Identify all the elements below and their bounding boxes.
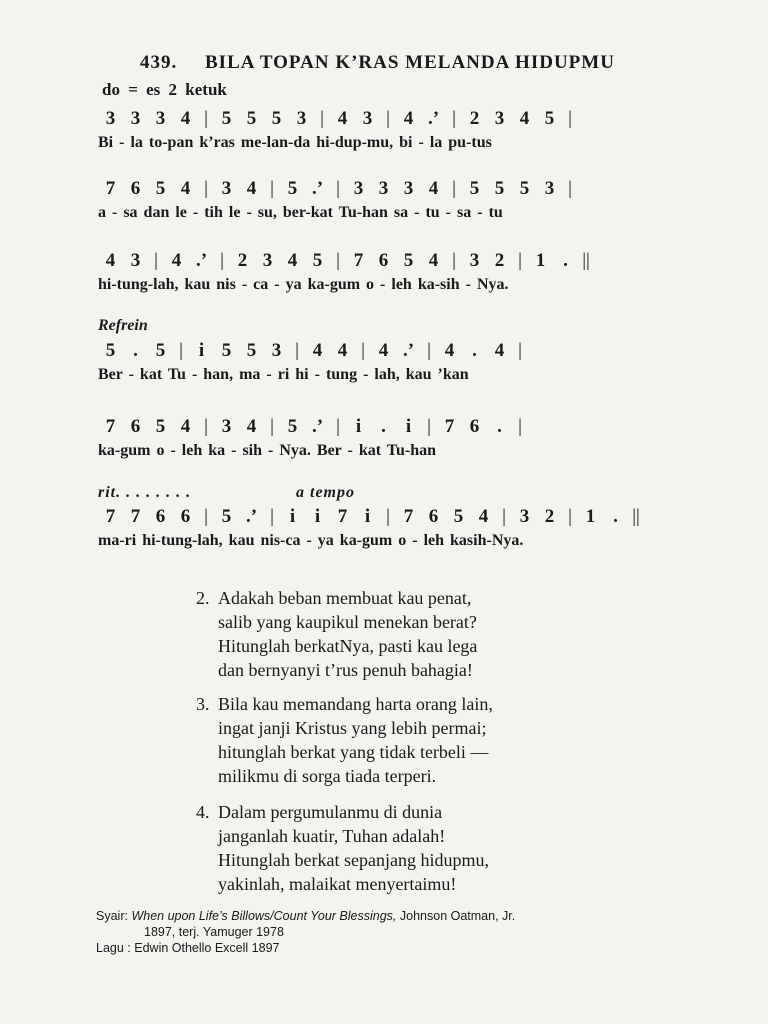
verse-line: salib yang kaupikul menekan berat? xyxy=(218,612,477,632)
note: .’ xyxy=(402,340,415,361)
note: 4 xyxy=(428,178,439,199)
note: 5 xyxy=(221,108,232,129)
key-signature: do = es 2 ketuk xyxy=(102,80,227,99)
note: 4 xyxy=(428,250,439,271)
verse-number: 2. xyxy=(196,588,210,608)
note: 7 xyxy=(353,250,364,271)
note: 3 xyxy=(353,178,364,199)
bar-line: | xyxy=(336,250,340,271)
note: 5 xyxy=(271,108,282,129)
bar-line: | xyxy=(320,108,324,129)
bar-line: | xyxy=(336,416,340,437)
note: 6 xyxy=(130,178,141,199)
note: 5 xyxy=(221,506,232,527)
verse-line: Adakah beban membuat kau penat, xyxy=(218,588,472,608)
note: i xyxy=(314,506,321,527)
note: 2 xyxy=(494,250,505,271)
note: 3 xyxy=(105,108,116,129)
note: 3 xyxy=(362,108,373,129)
lyrics: ka-gum o - leh ka - sih - Nya. Ber - kat Tu-han xyxy=(98,442,436,459)
note: 7 xyxy=(444,416,455,437)
note: 5 xyxy=(246,340,257,361)
bar-line: | xyxy=(270,178,274,199)
syair-label: Syair: xyxy=(96,909,128,923)
bar-line: | xyxy=(154,250,158,271)
note: 4 xyxy=(180,416,191,437)
note: 5 xyxy=(519,178,530,199)
bar-line: | xyxy=(427,340,431,361)
score-line-2 xyxy=(98,168,718,226)
note: . xyxy=(497,416,502,437)
note: 3 xyxy=(296,108,307,129)
bar-line: | xyxy=(452,108,456,129)
hymn-title xyxy=(140,52,615,74)
note: 5 xyxy=(155,178,166,199)
note: 5 xyxy=(312,250,323,271)
verse-4 xyxy=(196,800,636,896)
bar-line: | xyxy=(568,108,572,129)
score-line-3 xyxy=(98,240,718,298)
bar-line: | xyxy=(518,340,522,361)
lyrics: hi-tung-lah, kau nis - ca - ya ka-gum o - leh ka-sih - Nya. xyxy=(98,276,509,293)
note: 4 xyxy=(312,340,323,361)
verse-3 xyxy=(196,692,636,788)
note: 3 xyxy=(544,178,555,199)
note: 3 xyxy=(519,506,530,527)
bar-line: | xyxy=(568,178,572,199)
note: 4 xyxy=(403,108,414,129)
verse-line: hitunglah berkat yang tidak terbeli — xyxy=(218,742,489,762)
note: 2 xyxy=(544,506,555,527)
note: . xyxy=(563,250,568,271)
note: 3 xyxy=(262,250,273,271)
verse-line: milikmu di sorga tiada terperi. xyxy=(218,766,437,786)
note: 3 xyxy=(378,178,389,199)
note: . xyxy=(133,340,138,361)
a-tempo-marking: a tempo xyxy=(296,484,355,501)
note: .’ xyxy=(427,108,440,129)
note: 1 xyxy=(535,250,546,271)
verse-2 xyxy=(196,586,636,682)
note: 4 xyxy=(494,340,505,361)
note: .’ xyxy=(195,250,208,271)
notation xyxy=(98,240,718,272)
bar-line: | xyxy=(518,416,522,437)
credits xyxy=(96,908,716,956)
notation xyxy=(98,496,718,528)
bar-line: || xyxy=(632,506,640,527)
score-line-6 xyxy=(98,496,718,554)
bar-line: | xyxy=(568,506,572,527)
bar-line: | xyxy=(204,108,208,129)
bar-line: | xyxy=(427,416,431,437)
note: 5 xyxy=(494,178,505,199)
note: 4 xyxy=(246,178,257,199)
note: 4 xyxy=(478,506,489,527)
note: 6 xyxy=(378,250,389,271)
note: . xyxy=(613,506,618,527)
bar-line: | xyxy=(179,340,183,361)
note: 3 xyxy=(403,178,414,199)
score-line-5 xyxy=(98,406,718,464)
note: 3 xyxy=(271,340,282,361)
note: 4 xyxy=(337,340,348,361)
verse-line: ingat janji Kristus yang lebih permai; xyxy=(218,718,487,738)
note: 3 xyxy=(221,416,232,437)
hymn-number: 439. xyxy=(140,52,178,73)
note: 3 xyxy=(130,108,141,129)
note: .’ xyxy=(311,178,324,199)
note: 4 xyxy=(180,108,191,129)
note: 5 xyxy=(155,340,166,361)
note: i xyxy=(364,506,371,527)
note: . xyxy=(381,416,386,437)
bar-line: | xyxy=(295,340,299,361)
verse-number: 3. xyxy=(196,694,210,714)
score-line-4 xyxy=(98,330,718,388)
note: 3 xyxy=(494,108,505,129)
lyrics: Bi - la to-pan k’ras me-lan-da hi-dup-mu, bi - la pu-tus xyxy=(98,134,492,151)
note: 6 xyxy=(130,416,141,437)
notation xyxy=(98,330,718,362)
notation xyxy=(98,168,718,200)
note: 5 xyxy=(105,340,116,361)
bar-line: | xyxy=(518,250,522,271)
bar-line: || xyxy=(582,250,590,271)
note: 5 xyxy=(544,108,555,129)
note: 5 xyxy=(155,416,166,437)
lyrics: ma-ri hi-tung-lah, kau nis-ca - ya ka-gum o - leh kasih-Nya. xyxy=(98,532,524,549)
bar-line: | xyxy=(361,340,365,361)
hymn-title-text: BILA TOPAN K’RAS MELANDA HIDUPMU xyxy=(205,52,615,73)
syair-line-2: 1897, terj. Yamuger 1978 xyxy=(144,925,284,939)
note: 7 xyxy=(105,416,116,437)
note: 4 xyxy=(105,250,116,271)
bar-line: | xyxy=(386,108,390,129)
verse-line: Hitunglah berkat sepanjang hidupmu, xyxy=(218,850,489,870)
note: 5 xyxy=(287,178,298,199)
bar-line: | xyxy=(452,178,456,199)
note: 6 xyxy=(155,506,166,527)
note: 7 xyxy=(403,506,414,527)
verse-line: yakinlah, malaikat menyertaimu! xyxy=(218,874,457,894)
lagu-text: Edwin Othello Excell 1897 xyxy=(134,941,280,955)
note: 4 xyxy=(519,108,530,129)
note: 5 xyxy=(453,506,464,527)
note: i xyxy=(289,506,296,527)
syair-title: When upon Life’s Billows/Count Your Blessings, xyxy=(131,909,397,923)
note: 4 xyxy=(171,250,182,271)
note: .’ xyxy=(245,506,258,527)
bar-line: | xyxy=(386,506,390,527)
note: 3 xyxy=(130,250,141,271)
note: 7 xyxy=(337,506,348,527)
syair-author: Johnson Oatman, Jr. xyxy=(399,909,516,923)
bar-line: | xyxy=(270,506,274,527)
bar-line: | xyxy=(220,250,224,271)
note: 2 xyxy=(237,250,248,271)
note: 4 xyxy=(180,178,191,199)
verse-line: Dalam pergumulanmu di dunia xyxy=(218,802,443,822)
note: i xyxy=(355,416,362,437)
note: 5 xyxy=(403,250,414,271)
note: 4 xyxy=(444,340,455,361)
note: 5 xyxy=(287,416,298,437)
lyrics: Ber - kat Tu - han, ma - ri hi - tung - lah, kau ’kan xyxy=(98,366,469,383)
note: 2 xyxy=(469,108,480,129)
verse-line: Bila kau memandang harta orang lain, xyxy=(218,694,493,714)
note: i xyxy=(405,416,412,437)
bar-line: | xyxy=(452,250,456,271)
note: 6 xyxy=(469,416,480,437)
note: . xyxy=(472,340,477,361)
verse-number: 4. xyxy=(196,802,210,822)
score-line-1 xyxy=(98,98,718,156)
verse-line: dan bernyanyi t’rus penuh bahagia! xyxy=(218,660,473,680)
notation xyxy=(98,406,718,438)
note: 5 xyxy=(221,340,232,361)
note: 4 xyxy=(378,340,389,361)
refrein-label: Refrein xyxy=(98,317,148,334)
bar-line: | xyxy=(204,178,208,199)
note: 3 xyxy=(155,108,166,129)
bar-line: | xyxy=(204,416,208,437)
note: 6 xyxy=(180,506,191,527)
note: 4 xyxy=(287,250,298,271)
note: 7 xyxy=(105,178,116,199)
lyrics: a - sa dan le - tih le - su, ber-kat Tu-han sa - tu - sa - tu xyxy=(98,204,503,221)
rit-marking: rit. . . . . . . . xyxy=(98,484,192,501)
note: 4 xyxy=(246,416,257,437)
note: 6 xyxy=(428,506,439,527)
note: 7 xyxy=(105,506,116,527)
verse-line: janganlah kuatir, Tuhan adalah! xyxy=(218,826,446,846)
note: 1 xyxy=(585,506,596,527)
note: 4 xyxy=(337,108,348,129)
note: 5 xyxy=(469,178,480,199)
bar-line: | xyxy=(204,506,208,527)
bar-line: | xyxy=(336,178,340,199)
note: 3 xyxy=(469,250,480,271)
note: 7 xyxy=(130,506,141,527)
bar-line: | xyxy=(502,506,506,527)
note: i xyxy=(198,340,205,361)
note: 5 xyxy=(246,108,257,129)
notation xyxy=(98,98,718,130)
bar-line: | xyxy=(270,416,274,437)
note: .’ xyxy=(311,416,324,437)
verse-line: Hitunglah berkatNya, pasti kau lega xyxy=(218,636,478,656)
lagu-label: Lagu : xyxy=(96,941,131,955)
note: 3 xyxy=(221,178,232,199)
